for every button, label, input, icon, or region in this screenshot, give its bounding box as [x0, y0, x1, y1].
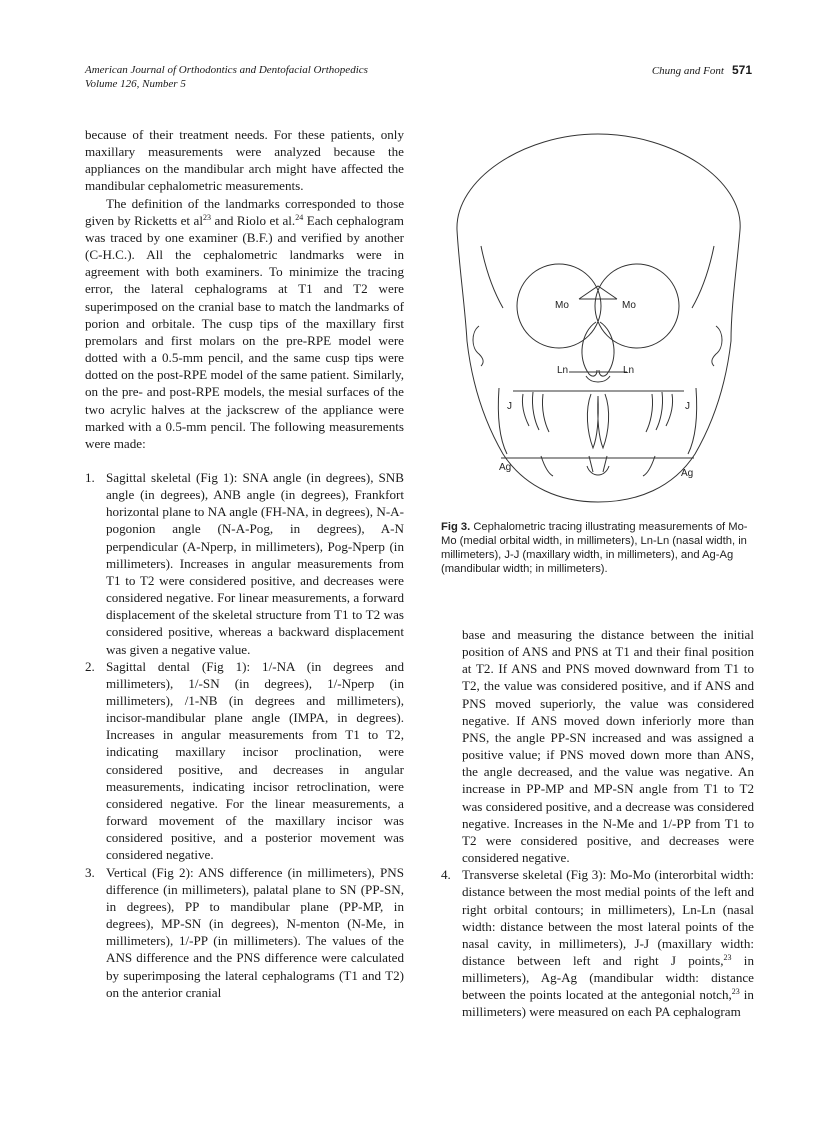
list-item-text: Sagittal dental (Fig 1): 1/-NA (in degrees and millimeters), 1/-SN (in degrees), 1/-Nperp (in millimeters), /1-NB (in degrees and millimeters), incisor-mandibular plane angle (IMPA, in degrees). Increases in angular measurements from T1 to T2, indicating maxillary incisor proclination, were considered positive, and decreases in angular measurements, indicating incisor retroclination, were considered negative. For the linear measurements, a forward movement of the maxillary incisor was considered positive, and a posterior movement was considered negative.: [106, 658, 404, 863]
orbit-right: [595, 264, 679, 348]
journal-title: American Journal of Orthodontics and Dentofacial Orthopedics: [85, 64, 368, 76]
reference-citation: 23: [203, 212, 212, 222]
figure-caption-label: Fig 3.: [441, 521, 471, 533]
measurement-list-continued: [441, 866, 754, 1020]
list-number: 2.: [85, 658, 95, 674]
running-header-journal: [85, 63, 368, 91]
nasal-cavity-left: [582, 322, 597, 376]
cranium-outline: [457, 134, 740, 341]
list-number: 4.: [441, 867, 451, 883]
ramus-right: [688, 388, 697, 454]
figure-caption-text: Cephalometric tracing illustrating measurements of Mo-Mo (medial orbital width, in millimeters), Ln-Ln (nasal width, in millimeters), J-J (maxillary width, in millimeters), and Ag-Ag (mandibular width; in millimeters).: [441, 521, 748, 575]
zygoma-right: [692, 246, 714, 308]
list-number: 1.: [85, 469, 95, 485]
list-item: [85, 658, 404, 864]
molars-right: [646, 392, 673, 432]
label-ag-left: Ag: [499, 462, 512, 473]
page-number: 571: [731, 63, 752, 77]
list-item-text: Vertical (Fig 2): ANS difference (in millimeters), PNS difference (in millimeters), palatal plane to SN (PP-SN, in degrees), PP to mandibular plane (PP-MP, in degrees), MP-SN (in degrees), N-menton (N-Me, in millimeters), 1/-PP (in millimeters). The values of the ANS difference and the PNS difference were calculated by superimposing the lateral cephalograms (T1 and T2) on the anterior cranial: [106, 864, 404, 1000]
face-left-lower: [467, 341, 598, 502]
mastoid-left: [473, 326, 483, 366]
nasal-conchae: [586, 376, 610, 382]
zygoma-left: [481, 246, 503, 308]
paragraph: [85, 195, 404, 452]
skull-tracing-drawing: [441, 126, 754, 508]
molars-left: [522, 392, 549, 432]
mandible-inner: [541, 456, 655, 476]
label-ln-left: Ln: [557, 365, 569, 376]
right-column: [441, 626, 754, 1021]
list-item-text: Sagittal skeletal (Fig 1): SNA angle (in degrees), SNB angle (in degrees), ANB angle (in degrees), Frankfort horizontal plane to NA angle (FH-NA, in degrees), N-A-pogonion angle (N-A-Pog, in degrees), A-N perpendicular (A-Nperp, in millimeters), Pog-Nperp (in millimeters). Increases in angular measurements from T1 to T2 were considered positive, and decreases were considered negative. For linear measurements, a forward displacement of the skeletal structure from T1 to T2 was considered positive, whereas a backward displacement was given a negative value.: [106, 469, 404, 657]
list-item-text: in millimeters) were measured on each PA cephalogram: [462, 987, 754, 1020]
list-item: [441, 866, 754, 1020]
label-ln-right: Ln: [623, 365, 635, 376]
label-j-left: J: [507, 401, 512, 412]
journal-volume: Volume 126, Number 5: [85, 78, 186, 90]
list-item-text: Transverse skeletal (Fig 3): Mo-Mo (interorbital width: distance between the most medial points of the left and right orbital contours; in millimeters), Ln-Ln (nasal width: distance between the most lateral points of the nasal cavity, in millimeters), J-J (maxillary width: distance between left and right J points,: [462, 867, 754, 968]
running-authors: Chung and Font: [651, 65, 724, 77]
incisors-lower: [587, 456, 609, 475]
list-number: 3.: [85, 864, 95, 880]
incisors-upper: [587, 394, 608, 448]
figure-cephalometric-tracing: [441, 126, 754, 508]
reference-citation: 23: [731, 987, 740, 997]
list-item: [85, 864, 404, 1001]
text-span: and Riolo et al.: [211, 212, 296, 228]
list-item-text: in millimeters), Ag-Ag (mandibular width: distance between the points located at the antegonial notch,: [462, 952, 754, 1003]
reference-citation: 23: [723, 952, 732, 962]
paragraph-continued: base and measuring the distance between the initial position of ANS and PNS at T1 and their final position at T2. If ANS and PNS moved downward from T1 to T2, the value was considered positive, and if ANS and PNS moved superiorly, the value was considered negative. If ANS moved down inferiorly more than PNS, the angle PP-SN increased and was assigned a positive value; if PNS moved down more than ANS, the angle decreased, and the value was negative. An increase in PP-MP and MP-SN angle from T1 to T2 was considered positive, and a decrease was considered negative. Increases in the N-Me and 1/-PP from T1 to T2 were considered positive, and decreases were considered negative.: [462, 627, 754, 866]
label-ag-right: Ag: [681, 468, 694, 479]
text-span: Each cephalogram was traced by one examiner (B.F.) and verified by another (C-H.C.). All the cephalometric landmarks were in agreement with both examiners. To minimize the tracing error, the lateral cephalograms at T1 and T2 were superimposed on the cranial base to match the landmarks of porion and orbitale. The cusp tips of the maxillary first premolars and first molars on the pre-RPE model were dotted with a 0.5-mm pencil, and the same cusp tips were dotted on the post-RPE model of the same patient. Similarly, on the pre- and post-RPE models, the mesial surfaces of the two acrylic halves at the jackscrew of the appliance were marked with a 0.5-mm pencil. The following measurements were made:: [85, 212, 404, 451]
label-j-right: J: [685, 401, 690, 412]
list-item: [85, 469, 404, 658]
nasion-peak: [579, 286, 617, 299]
ramus-left: [498, 388, 507, 454]
nasal-cavity-right: [599, 322, 614, 376]
label-mo-left: Mo: [555, 300, 569, 311]
figure-caption: [441, 520, 754, 576]
left-column: [85, 126, 404, 1001]
paragraph: because of their treatment needs. For these patients, only maxillary measurements were analyzed because the appliances on the mandibular arch might have affected the mandibular cephalometric measurements.: [85, 127, 404, 194]
label-mo-right: Mo: [622, 300, 636, 311]
text-span: The definition of the landmarks corresponded to those given by Ricketts et al: [85, 195, 404, 228]
measurement-list: [85, 469, 404, 1001]
cranium-outline-left-side: [457, 230, 467, 341]
running-header-right: [652, 63, 752, 78]
mastoid-right: [712, 326, 722, 366]
spacer: [85, 452, 404, 469]
reference-citation: 24: [295, 212, 304, 222]
face-right-lower: [598, 341, 731, 502]
